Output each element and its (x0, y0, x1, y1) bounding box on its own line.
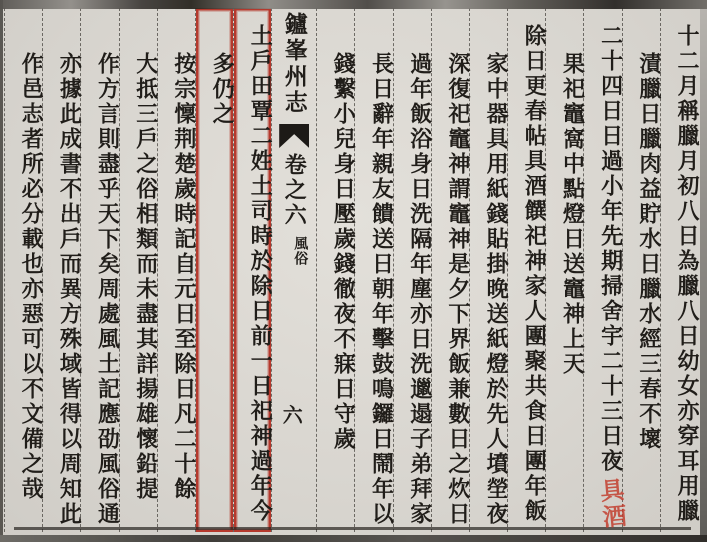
text-columns (4, 8, 698, 532)
column-11-highlighted (233, 8, 274, 532)
volume-label: 卷之六 (282, 153, 308, 228)
column-text: 錢繫小兒身日壓歲錢徹夜不寐日守歲 (331, 52, 357, 452)
column-1 (660, 8, 698, 532)
fishtail-icon (279, 124, 309, 148)
column-text: 除日更春帖具酒饌祀神家人團聚共食日團年飯 (522, 24, 548, 524)
column-text: 作方言則盡乎天下矣周處風土記應劭風俗通 (95, 52, 121, 527)
column-4 (545, 8, 586, 532)
column-17 (4, 8, 45, 532)
column-text: 作邑志者所必分載也亦惡可以不文備之哉 (19, 52, 45, 502)
column-text: 按宗懍荆楚歲時記自元日至除日凡二十餘 (171, 52, 197, 502)
column-text: 大抵三戶之俗相類而未盡其詳揚雄懷鉛提 (133, 52, 159, 502)
column-text: 家中器具用紙錢貼掛晚送紙燈於先人墳塋夜 (484, 52, 510, 527)
red-stamp: 具酒 (594, 477, 626, 532)
column-10 (316, 8, 357, 532)
column-6 (469, 8, 510, 532)
scan-left-edge (0, 0, 3, 542)
scan-bottom-edge (0, 535, 707, 542)
column-5 (507, 8, 548, 532)
section-label: 風俗 (292, 236, 308, 266)
column-text: 亦據此成書不出戶而異方殊域皆得以周知此 (57, 52, 83, 527)
banxin-column (271, 8, 316, 532)
column-12-highlighted (195, 8, 236, 532)
scan-top-edge (0, 0, 707, 9)
column-8 (393, 8, 431, 532)
column-text: 多仍之 (210, 52, 236, 127)
column-text: 過年飯浴身日洗隔年塵亦日洗邋遢子弟拜家 (407, 52, 433, 527)
column-14 (119, 8, 157, 532)
book-title: 鑪峯州志 (281, 12, 307, 116)
page-number: 六 (282, 405, 306, 427)
column-text: 長日辭年親友饋送日朝年擊鼓鳴鑼日鬧年以 (369, 52, 395, 527)
column-text: 漬臘日臘肉益貯水日臘水經三春不壞 (636, 52, 662, 452)
column-9 (354, 8, 395, 532)
column-text: 土戶田覃二姓土司時於除日前一日祀神過年今 (248, 24, 274, 524)
column-2 (622, 8, 660, 532)
column-3 (583, 8, 624, 532)
column-text: 十二月稱臘月初八日為臘八日幼女亦穿耳用臘 (675, 24, 700, 524)
scan-right-edge (700, 0, 707, 542)
column-text: 果祀竈窩中點燈日送竈神上天 (560, 52, 586, 377)
column-7 (431, 8, 469, 532)
column-16 (42, 8, 83, 532)
page-bottom-border (14, 527, 691, 530)
column-13 (157, 8, 195, 532)
column-15 (80, 8, 121, 532)
column-text: 二十四日日過小年先期掃舍宇二十三日夜 (598, 24, 624, 474)
column-text: 深復祀竈神謂竈神是夕下界飯兼數日之炊日 (445, 52, 471, 527)
